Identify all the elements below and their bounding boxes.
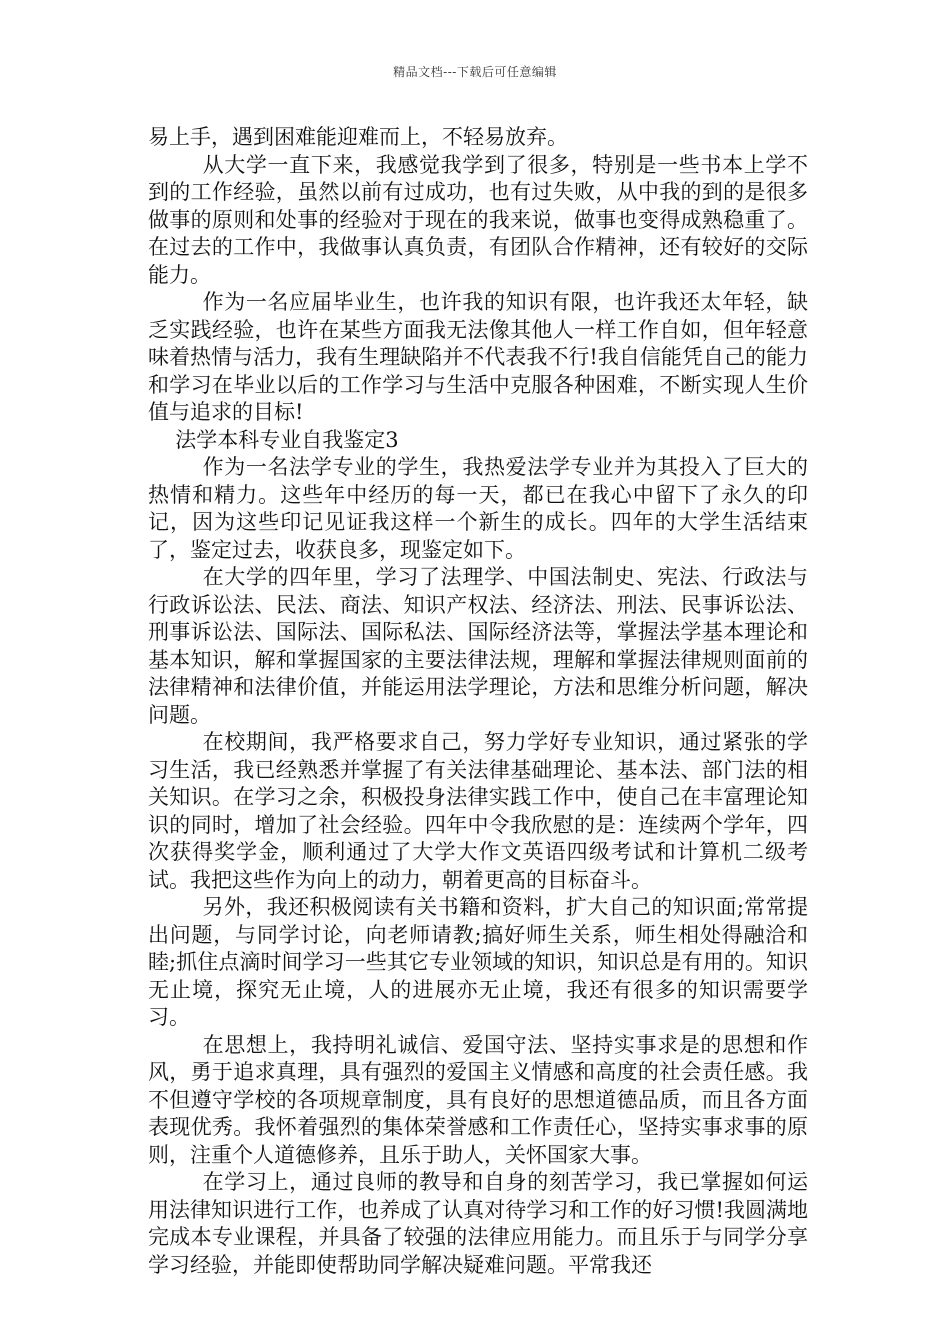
paragraph-study: 在学习上，通过良师的教导和自身的刻苦学习，我已掌握如何运用法律知识进行工作，也养成了认真对待学习和工作的好习惯!我圆满地完成本专业课程，并具备了较强的法律应用能力。而且乐于与同学分享学习经验，并能即使帮助同学解决疑难问题。平常我还 bbox=[148, 1170, 808, 1277]
document-body bbox=[148, 124, 808, 1279]
page-header: 精品文档---下载后可任意编辑 bbox=[393, 65, 557, 79]
section-heading: 法学本科专业自我鉴定3 bbox=[175, 427, 399, 452]
paragraph-reading: 另外，我还积极阅读有关书籍和资料，扩大自己的知识面;常常提出问题，与同学讨论，向老师请教;搞好师生关系，师生相处得融洽和睦;抓住点滴时间学习一些其它专业领域的知识，知识总是有用的。知识无止境，探究无止境，人的进展亦无止境，我还有很多的知识需要学习。 bbox=[148, 895, 808, 1029]
paragraph-intro: 作为一名法学专业的学生，我热爱法学专业并为其投入了巨大的热情和精力。这些年中经历的每一天，都已在我心中留下了永久的印记，因为这些印记见证我这样一个新生的成长。四年的大学生活结束了，鉴定过去，收获良多，现鉴定如下。 bbox=[148, 455, 808, 562]
paragraph-courses: 在大学的四年里，学习了法理学、中国法制史、宪法、行政法与行政诉讼法、民法、商法、知识产权法、经济法、刑法、民事诉讼法、刑事诉讼法、国际法、国际私法、国际经济法等，掌握法学基本理论和基本知识，解和掌握国家的主要法律法规，理解和掌握法律规则面前的法律精神和法律价值，并能运用法学理论，方法和思维分析问题，解决问题。 bbox=[148, 565, 808, 727]
paragraph-continuation: 易上手，遇到困难能迎难而上，不轻易放弃。 bbox=[148, 125, 568, 149]
paragraph-school-period: 在校期间，我严格要求自己，努力学好专业知识，通过紧张的学习生活，我已经熟悉并掌握了有关法律基础理论、基本法、部门法的相关知识。在学习之余，积极投身法律实践工作中，使自己在丰富理论知识的同时，增加了社会经验。四年中令我欣慰的是：连续两个学年，四次获得奖学金，顺利通过了大学大作文英语四级考试和计算机二级考试。我把这些作为向上的动力，朝着更高的目标奋斗。 bbox=[148, 730, 808, 892]
paragraph-graduate: 作为一名应届毕业生，也许我的知识有限，也许我还太年轻，缺乏实践经验，也许在某些方面我无法像其他人一样工作自如，但年轻意味着热情与活力，我有生理缺陷并不代表我不行!我自信能凭自己的能力和学习在毕业以后的工作学习与生活中克服各种困难，不断实现人生价值与追求的目标! bbox=[148, 290, 808, 424]
paragraph-ideology: 在思想上，我持明礼诚信、爱国守法、坚持实事求是的思想和作风，勇于追求真理，具有强烈的爱国主义情感和高度的社会责任感。我不但遵守学校的各项规章制度，具有良好的思想道德品质，而且各方面表现优秀。我怀着强烈的集体荣誉感和工作责任心，坚持实事求事的原则，注重个人道德修养，且乐于助人，关怀国家大事。 bbox=[148, 1032, 808, 1167]
paragraph-experience: 从大学一直下来，我感觉我学到了很多，特别是一些书本上学不到的工作经验，虽然以前有过成功，也有过失败，从中我的到的是很多做事的原则和处事的经验对于现在的我来说，做事也变得成熟稳重了。在过去的工作中，我做事认真负责，有团队合作精神，还有较好的交际能力。 bbox=[148, 152, 808, 287]
